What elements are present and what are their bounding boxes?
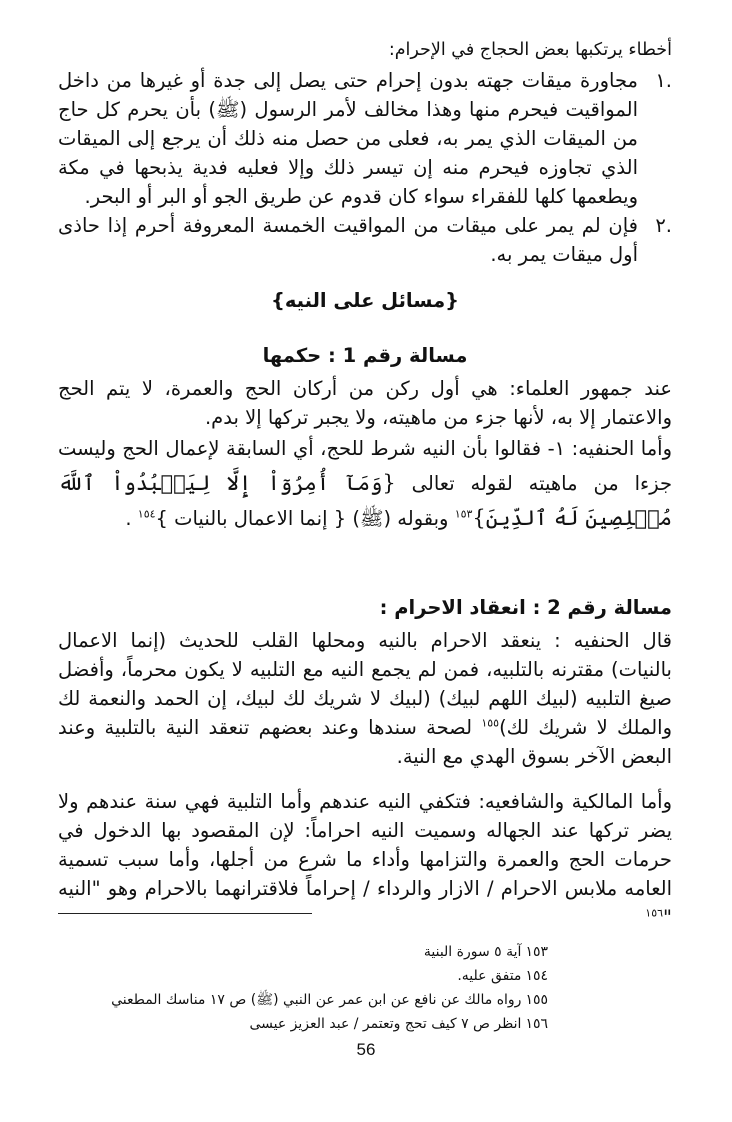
section-title: {مسائل على النيه}: [270, 289, 460, 312]
footnote-number: ١٥٥: [525, 992, 548, 1008]
footnote: [58, 966, 548, 986]
footnote-separator: [58, 913, 312, 914]
footnote: [58, 942, 548, 962]
issue1-text-after: وبقوله (ﷺ) { إنما الاعمال بالنيات }: [155, 507, 449, 530]
item-number: .١: [655, 69, 672, 92]
list-item: [58, 66, 672, 211]
item-text: مجاورة ميقات جهته بدون إحرام حتى يصل إلى جدة أو غيرها من داخل المواقيت فيحرم منها وهذا مخالف لأمر الرسول (ﷺ) بأن يحرم كل حاج من الميقات الذي يمر به، فعلى من حصل منه ذلك أن يرجع إلى الميقات الذي تجاوزه فيحرم منه إن تيسر ذلك وإلا فعليه فدية يذبحها في مكة ويطعمها كلها للفقراء سواء كان قدوم عن طريق الجو أو البر أو البحر.: [58, 69, 638, 208]
quran-verse: {وَمَآ أُمِرُوٓاْ إِلَّا لِيَعۡبُدُواْ ٱللَّهَ مُخۡلِصِينَ لَهُ ٱلدِّينَ}: [58, 471, 672, 530]
footnote-ref: ١٥٦: [645, 906, 664, 920]
issue2-text: قال الحنفيه : ينعقد الاحرام بالنيه ومحلها القلب للحديث (إنما الاعمال بالنيات) مقترنه بالتلبيه، فمن لم يجمع النيه مع التلبيه لا يكون محرماً، وأفضل صيغ التلبيه (لبيك اللهم لبيك) (لبيك لا شريك لك لبيك، إن الحمد والنعمة لك والملك لا شريك لك): [58, 629, 672, 739]
issue1-title: مسالة رقم 1 : حكمها: [262, 344, 468, 367]
issue2-title: مسالة رقم 2 : انعقاد الاحرام :: [379, 596, 672, 619]
intro-heading: أخطاء يرتكبها بعض الحجاج في الإحرام:: [388, 40, 672, 60]
issue2-paragraph-2: [58, 787, 672, 932]
period: .: [125, 507, 132, 530]
list-item: [58, 211, 672, 269]
footnote-text: متفق عليه.: [457, 968, 522, 984]
issue1-text: وأما الحنفيه: ١- فقالوا بأن النيه شرط للحج، أي السابقة لإعمال الحج وليست جزءا من ماهيته لقوله تعالى: [58, 437, 673, 495]
footnote-number: ١٥٦: [525, 1016, 548, 1032]
footnote-number: ١٥٤: [525, 968, 548, 984]
item-text: فإن لم يمر على ميقات من المواقيت الخمسة المعروفة أحرم إذا حاذى أول ميقات يمر به.: [58, 214, 638, 266]
footnote: [58, 990, 548, 1010]
issue2-text-after: لصحة سندها وعند بعضهم تنعقد النية بالتلبية وعند البعض الآخر بسوق الهدي مع النية.: [58, 716, 672, 768]
mistakes-list: [58, 66, 672, 269]
issue1-paragraph: عند جمهور العلماء: هي أول ركن من أركان الحج والعمرة، لا يتم الحج والاعتمار إلا به، لأنها جزء من ماهيته، ولا يجبر تركها إلا بدم.: [58, 377, 672, 429]
issue1-paragraph-2: [58, 432, 672, 536]
footnote-ref: ١٥٤: [137, 507, 156, 521]
footnote-text: انظر ص ٧ كيف تحج وتعتمر / عبد العزيز عيسى: [249, 1016, 522, 1032]
issue2-paragraph: [58, 626, 672, 771]
footnote-ref: ١٥٥: [481, 716, 500, 730]
footnote: [58, 1014, 548, 1034]
footnote-ref: ١٥٣: [454, 507, 473, 521]
footnote-number: ١٥٣: [525, 944, 548, 960]
page-number: 56: [356, 1040, 376, 1059]
item-number: .٢: [655, 214, 672, 237]
footnote-text: رواه مالك عن نافع عن ابن عمر عن النبي (ﷺ) ص ١٧ مناسك المطعني: [111, 992, 522, 1008]
footnote-text: آية ٥ سورة البنية: [423, 944, 522, 960]
issue2-text-2: وأما المالكية والشافعيه: فتكفي النيه عندهم وأما التلبية فهي سنة عندهم ولا يضر تركها عند الجهاله وسميت النيه احراماً: لإن المقصود بها الدخول في حرمات الحج والعمرة والتزامها وأداء ما شرع من أجلها، وأما سبب تسمية العامه ملابس الاحرام / الازار والرداء / إحراماً فلاقترانهما بالاحرام وهو "النيه ": [58, 790, 672, 929]
